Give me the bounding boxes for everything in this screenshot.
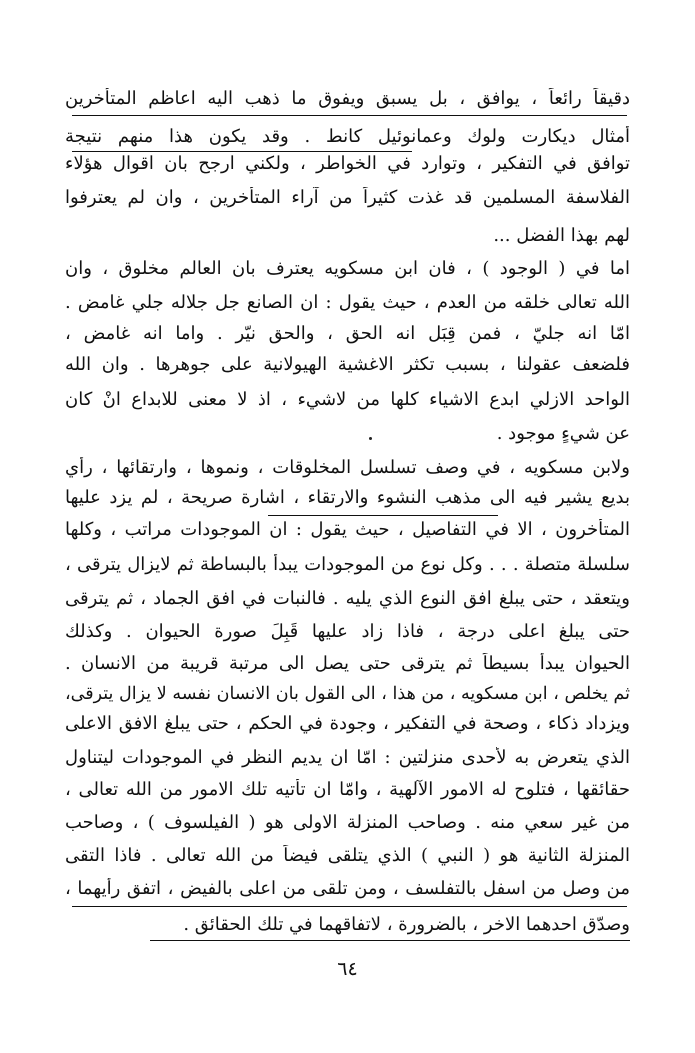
- text-line: سلسلة متصلة . . . وكل نوع من الموجودات يبدأ بالبساطة ثم لايزال يترقى ،: [65, 554, 630, 575]
- text-line: ولابن مسكويه ، في وصف تسلسل المخلوقات ، ونموها ، وارتقائها ، رأي: [65, 457, 630, 478]
- text-line: من غير سعي منه . وصاحب المنزلة الاولى هو ( الفيلسوف ) ، وصاحب: [65, 812, 630, 833]
- text-line: حقائقها ، فتلوح له الامور الآلهية ، وامّا ان تأتيه تلك الامور من الله تعالى ،: [65, 779, 630, 800]
- text-line: الواحد الازلي ابدع الاشياء كلها من لاشيء ، اذ لا معنى للابداع انْ كان: [65, 389, 630, 410]
- underline-mark: [72, 906, 627, 907]
- page-number: ٦٤: [337, 958, 358, 980]
- text-line: الذي يتعرض به لأحدى منزلتين : امّا ان يديم النظر في الموجودات ليتناول: [65, 747, 630, 768]
- text-line: ويزداد ذكاء ، وصحة في التفكير ، وجودة في الحكم ، حتى يبلغ الافق الاعلى: [65, 713, 630, 734]
- text-line: دقيقاً رائعاً ، يوافق ، بل يسبق ويفوق ما ذهب اليه اعاظم المتأخرين: [65, 88, 630, 109]
- text-line: لهم بهذا الفضل ...: [493, 225, 630, 246]
- text-line: أمثال ديكارت ولوك وعمانوئيل كانط . وقد يكون هذا منهم نتيجة: [65, 126, 630, 147]
- underline-mark: [72, 151, 412, 152]
- text-line: الله تعالى خلقه من العدم ، حيث يقول : ان الصانع جل جلاله جلي غامض .: [65, 292, 630, 313]
- text-line: الفلاسفة المسلمين قد غذت كثيراً من آراء المتأخرين ، وان لم يعترفوا: [65, 187, 630, 208]
- text-line: امّا انه جليّ ، فمن قِبَل انه الحق ، والحق نيّر . واما انه غامض ،: [65, 323, 630, 344]
- text-line: المتأخرون ، الا في التفاصيل ، حيث يقول : ان الموجودات مراتب ، وكلها: [65, 519, 630, 540]
- underline-mark: [150, 940, 630, 941]
- text-line: عن شيءٍ موجود .: [496, 423, 630, 444]
- underline-mark: [72, 115, 627, 116]
- text-line: ويتعقد ، حتى يبلغ افق النوع الذي يليه . فالنبات في افق الجماد ، ثم يترقى: [65, 588, 630, 609]
- text-line: بديع يشير فيه الى مذهب النشوء والارتقاء ، اشارة صريحة ، لم يزد عليها: [65, 487, 630, 508]
- ink-speck: [369, 437, 372, 440]
- text-line: الحيوان يبدأ بسيطاً ثم يترقى حتى يصل الى مرتبة قريبة من الانسان .: [65, 653, 630, 674]
- text-line: توافق في التفكير ، وتوارد في الخواطر ، ولكني ارجح بان اقوال هؤلاء: [65, 153, 630, 174]
- text-line: من وصل من اسفل بالتفلسف ، ومن تلقى من اعلى بالفيض ، اتفق رأيهما ،: [65, 878, 630, 899]
- text-line: المنزلة الثانية هو ( النبي ) الذي يتلقى فيضاً من الله تعالى . فاذا التقى: [65, 845, 630, 866]
- text-line: اما في ( الوجود ) ، فان ابن مسكويه يعترف بان العالم مخلوق ، وان: [65, 258, 630, 279]
- text-line: ثم يخلص ، ابن مسكويه ، من هذا ، الى القول بان الانسان نفسه لا يزال يترقى،: [65, 684, 630, 704]
- text-line: وصدّق احدهما الاخر ، بالضرورة ، لاتفاقهما في تلك الحقائق .: [183, 914, 630, 935]
- text-line: حتى يبلغ اعلى درجة ، فاذا زاد عليها قَبِلَ صورة الحيوان . وكذلك: [65, 621, 630, 642]
- text-line: فلضعف عقولنا ، بسبب تكثر الاغشية الهيولانية على جوهرها . وان الله: [65, 354, 630, 375]
- underline-mark: [268, 515, 498, 516]
